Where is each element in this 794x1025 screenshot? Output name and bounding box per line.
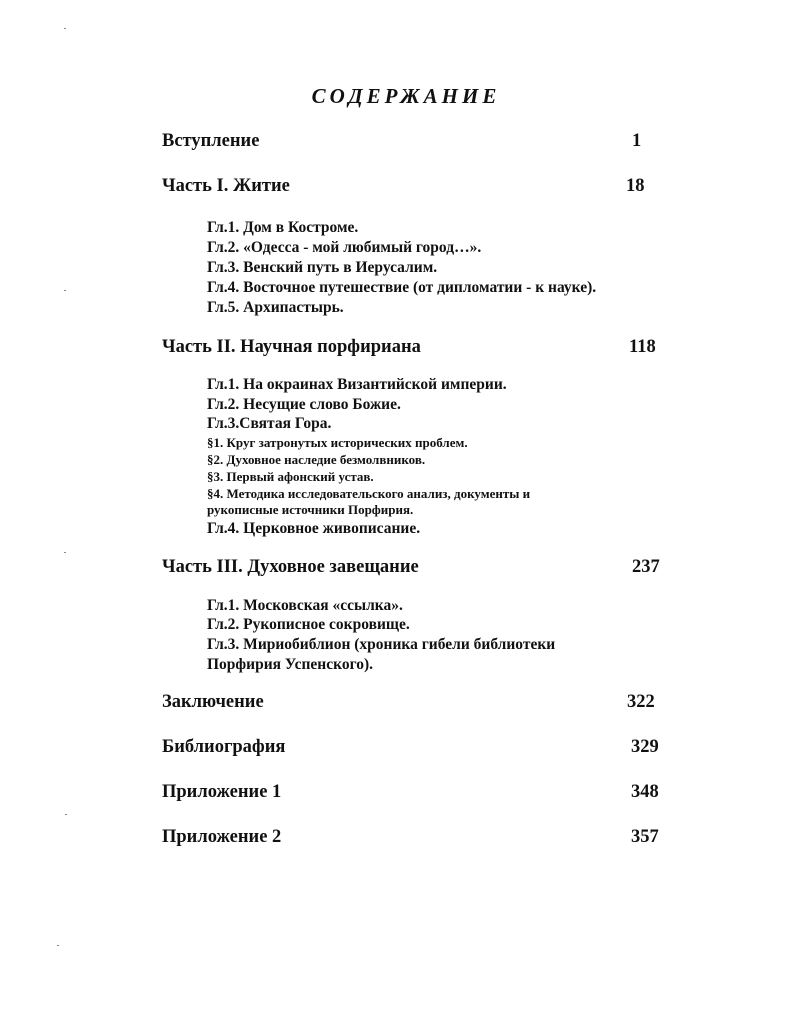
toc-part3-chapter-1: Гл.1. Московская «ссылка». (207, 597, 403, 614)
toc-entry-appendix2-page: 357 (631, 827, 659, 847)
toc-part2-section-4: §4. Методика исследовательского анализ, документы и (207, 486, 531, 501)
toc-part3-chapter-3-cont: Порфирия Успенского). (207, 656, 374, 673)
toc-entry-bibliography-page: 329 (631, 737, 659, 757)
toc-entry-appendix2-label: Приложение 2 (162, 827, 282, 847)
toc-part2-page: 118 (629, 337, 656, 357)
scan-speck (57, 945, 59, 946)
toc-part1-label: Часть I. Житие (162, 176, 290, 196)
toc-entry-bibliography-label: Библиография (162, 737, 286, 757)
toc-part3-page: 237 (632, 557, 660, 577)
toc-entry-intro-label: Вступление (162, 131, 260, 151)
toc-entry-conclusion-page: 322 (627, 692, 655, 712)
toc-part2-section-2: §2. Духовное наследие безмолвников. (207, 452, 426, 467)
toc-part2-section-1: §1. Круг затронутых исторических проблем. (207, 435, 468, 450)
scan-speck (64, 28, 66, 29)
toc-part2-section-3: §3. Первый афонский устав. (207, 469, 374, 484)
toc-entry-conclusion-label: Заключение (162, 692, 264, 712)
toc-part2-section-4-cont: рукописные источники Порфирия. (207, 502, 414, 517)
page-title: СОДЕРЖАНИЕ (311, 84, 501, 108)
scan-speck (64, 290, 66, 291)
toc-entry-intro-page: 1 (632, 131, 642, 151)
toc-part1-chapter-3: Гл.3. Венский путь в Иерусалим. (207, 259, 438, 276)
toc-entry-appendix1-label: Приложение 1 (162, 782, 282, 802)
toc-part2-chapter-4: Гл.4. Церковное живописание. (207, 520, 421, 537)
toc-part1-chapter-5: Гл.5. Архипастырь. (207, 299, 344, 316)
toc-part2-chapter-3: Гл.3.Святая Гора. (207, 415, 332, 432)
toc-part1-chapter-4: Гл.4. Восточное путешествие (от дипломатии - к науке). (207, 279, 597, 296)
scan-speck (65, 814, 67, 815)
toc-entry-appendix1-page: 348 (631, 782, 659, 802)
toc-part3-label: Часть III. Духовное завещание (162, 557, 419, 577)
toc-part1-chapter-2: Гл.2. «Одесса - мой любимый город…». (207, 239, 482, 256)
toc-part2-chapter-1: Гл.1. На окраинах Византийской империи. (207, 376, 507, 393)
toc-part3-chapter-2: Гл.2. Рукописное сокровище. (207, 616, 410, 633)
toc-part1-chapter-1: Гл.1. Дом в Костроме. (207, 219, 359, 236)
toc-part2-label: Часть II. Научная порфириана (162, 337, 421, 357)
toc-part2-chapter-2: Гл.2. Несущие слово Божие. (207, 396, 401, 413)
toc-part3-chapter-3: Гл.3. Мириобиблион (хроника гибели библиотеки (207, 636, 556, 653)
scan-speck (64, 552, 66, 553)
toc-part1-page: 18 (626, 176, 645, 196)
